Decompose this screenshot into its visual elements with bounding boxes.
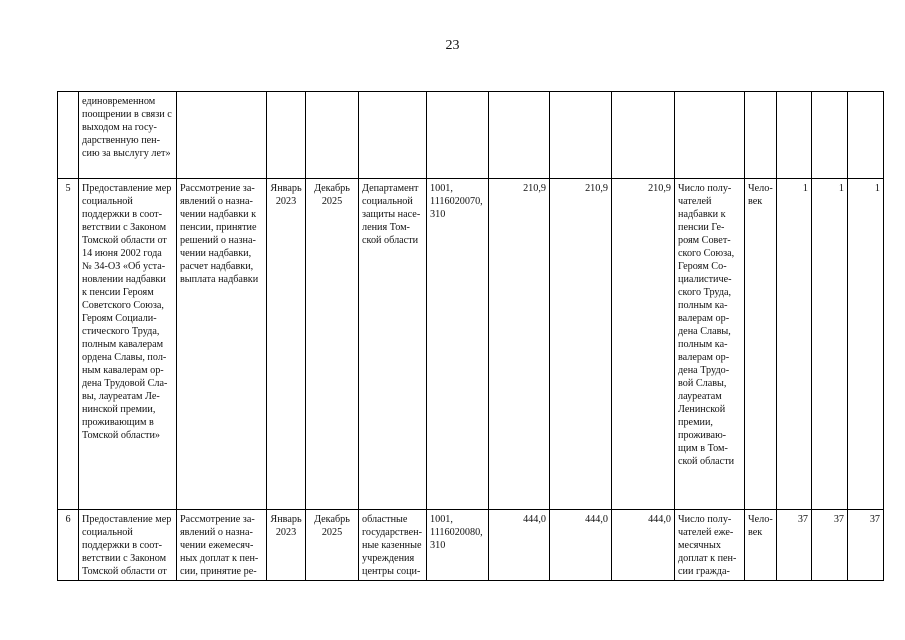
- table-row: [58, 92, 884, 179]
- funding-year-2: 444,0: [550, 510, 612, 581]
- start-date: Январь 2023: [267, 179, 306, 510]
- budget-code: 1001, 1116020070, 310: [427, 179, 489, 510]
- end-date: [306, 92, 359, 179]
- funding-year-3: 210,9: [612, 179, 675, 510]
- funding-year-3: 444,0: [612, 510, 675, 581]
- target-year-1: [777, 92, 812, 179]
- budget-code: 1001, 1116020080, 310: [427, 510, 489, 581]
- page-number: 23: [445, 38, 460, 53]
- funding-year-1: 210,9: [489, 179, 550, 510]
- funding-year-1: [489, 92, 550, 179]
- start-date: Январь 2023: [267, 510, 306, 581]
- funding-year-3: [612, 92, 675, 179]
- activity-description: Рассмотрение за-явлений о назна-чении надбавки к пенсии, принятие решений о назна-чении надбавки, расчет надбавки, выплата надбавки: [177, 179, 267, 510]
- unit: [745, 92, 777, 179]
- target-year-3: 37: [848, 510, 884, 581]
- target-year-2: 1: [812, 179, 848, 510]
- funding-year-1: 444,0: [489, 510, 550, 581]
- indicator-name: Число полу-чателей еже-месячных доплат к пен-сии гражда-: [675, 510, 745, 581]
- executor: [359, 92, 427, 179]
- table-row: [58, 179, 884, 510]
- funding-year-2: 210,9: [550, 179, 612, 510]
- target-year-3: 1: [848, 179, 884, 510]
- end-date: Декабрь 2025: [306, 510, 359, 581]
- indicator-name: Число полу-чателей надбавки к пенсии Ге-роям Совет-ского Союза, Героям Со-циалистиче-ского Труда, полным ка-валерам ор-дена Славы, полным ка-валерам ор-дена Трудо-вой Славы, лауреатам Ленинской премии, проживаю-щим в Том-ской области: [675, 179, 745, 510]
- target-year-2: 37: [812, 510, 848, 581]
- target-year-2: [812, 92, 848, 179]
- executor: Департамент социальной защиты насе-ления Том-ской области: [359, 179, 427, 510]
- unit: Чело-век: [745, 179, 777, 510]
- funding-year-2: [550, 92, 612, 179]
- target-year-1: 1: [777, 179, 812, 510]
- start-date: [267, 92, 306, 179]
- row-number: [58, 92, 79, 179]
- activity-description: Рассмотрение за-явлений о назна-чении ежемесяч-ных доплат к пен-сии, принятие ре-: [177, 510, 267, 581]
- executor: областные государствен-ные казенные учреждения центры соци-: [359, 510, 427, 581]
- target-year-3: [848, 92, 884, 179]
- budget-code: [427, 92, 489, 179]
- end-date: Декабрь 2025: [306, 179, 359, 510]
- row-number: 5: [58, 179, 79, 510]
- event-name: единовременном поощрении в связи с выходом на госу-дарственную пен-сию за выслугу лет»: [79, 92, 177, 179]
- row-number: 6: [58, 510, 79, 581]
- event-name: Предоставление мер социальной поддержки в соот-ветствии с Законом Томской области от: [79, 510, 177, 581]
- target-year-1: 37: [777, 510, 812, 581]
- table-row: [58, 510, 884, 581]
- program-table: [57, 91, 884, 581]
- indicator-name: [675, 92, 745, 179]
- activity-description: [177, 92, 267, 179]
- event-name: Предоставление мер социальной поддержки в соот-ветствии с Законом Томской области от 14 июня 2002 года № 34-ОЗ «Об уста-новлении надбавки к пенсии Героям Советского Союза, Героям Социали-стического Труда, полным кавалерам ордена Славы, пол-ным кавалерам ор-дена Трудовой Сла-вы, лауреатам Ле-нинской премии, проживающим в Томской области»: [79, 179, 177, 510]
- unit: Чело-век: [745, 510, 777, 581]
